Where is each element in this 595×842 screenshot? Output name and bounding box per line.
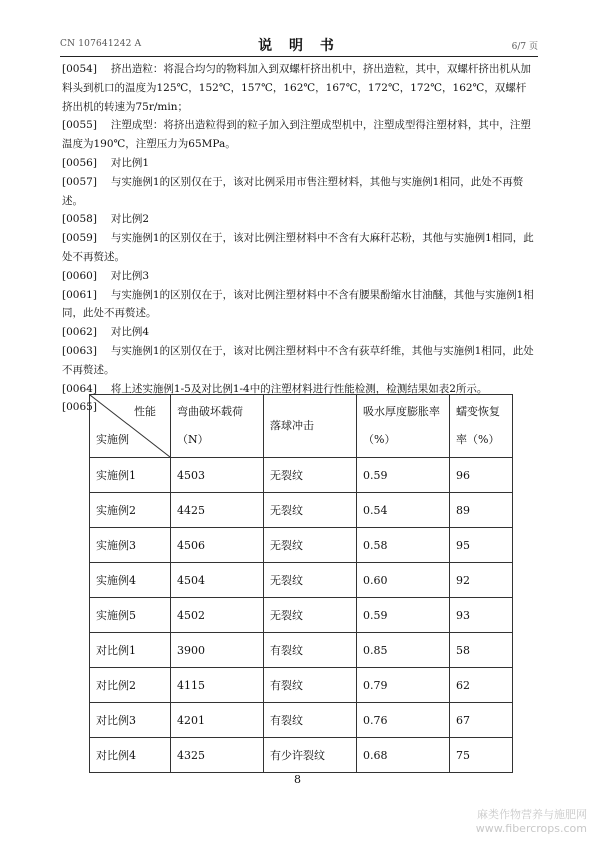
paragraph-number: [0055]	[62, 119, 97, 132]
paragraph-number: [0058]	[62, 213, 97, 226]
table-row	[90, 563, 513, 598]
table-cell: 4425	[171, 493, 264, 528]
row-label: 实施例1	[90, 458, 171, 493]
paragraph-number: [0059]	[62, 232, 97, 245]
table-cell: 有裂纹	[264, 668, 357, 703]
corner-label-bottom: 实施例	[96, 433, 129, 446]
table-cell: 4502	[171, 598, 264, 633]
row-label: 对比例3	[90, 703, 171, 738]
paragraph	[62, 173, 536, 211]
row-label: 实施例2	[90, 493, 171, 528]
watermark	[476, 808, 587, 836]
document-title: 说 明 书	[258, 38, 340, 54]
paragraph	[62, 267, 536, 286]
paragraph-text: 与实施例1的区别仅在于，该对比例注塑材料中不含有腰果酚缩水甘油醚，其他与实施例1相同，此处不再赘述。	[62, 288, 534, 320]
paragraph-number: [0065]	[62, 401, 97, 414]
table-cell: 无裂纹	[264, 528, 357, 563]
table-cell: 95	[450, 528, 513, 563]
table-row	[90, 738, 513, 773]
table-cell: 67	[450, 703, 513, 738]
table-cell: 0.60	[357, 563, 450, 598]
paragraph	[62, 229, 536, 267]
results-table	[89, 394, 513, 773]
table-row	[90, 703, 513, 738]
table-row	[90, 528, 513, 563]
paragraph-text: 对比例2	[110, 213, 150, 226]
table-row	[90, 668, 513, 703]
table-cell: 0.76	[357, 703, 450, 738]
row-label: 对比例2	[90, 668, 171, 703]
paragraph-text: 与实施例1的区别仅在于，该对比例注塑材料中不含有大麻秆芯粉，其他与实施例1相同，此处不再赘述。	[62, 232, 534, 263]
table-cell: 有少许裂纹	[264, 738, 357, 773]
page-indicator: 6/7 页	[511, 42, 538, 52]
table-cell: 96	[450, 458, 513, 493]
patent-number: CN 107641242 A	[60, 39, 142, 49]
table-row	[90, 493, 513, 528]
paragraph-number: [0062]	[62, 326, 97, 339]
paragraph-number: [0054]	[62, 63, 97, 75]
paragraph-text: 与实施例1的区别仅在于，该对比例采用市售注塑材料，其他与实施例1相同，此处不再赘述。	[62, 175, 524, 207]
paragraph	[62, 60, 536, 116]
table-row	[90, 598, 513, 633]
paragraph-text: 挤出造粒：将混合均匀的物料加入到双螺杆挤出机中，挤出造粒，其中，双螺杆挤出机从加料头到机口的温度为125℃，152℃，157℃，162℃，167℃，172℃，172℃，162℃，双螺杆挤出机的转速为75r/min；	[62, 63, 531, 113]
paragraph-text: 对比例3	[110, 269, 150, 282]
column-header: 蠕变恢复率（%）	[450, 395, 513, 458]
paragraph-number: [0060]	[62, 269, 97, 282]
corner-label-top: 性能	[134, 405, 156, 418]
table-cell: 0.59	[357, 458, 450, 493]
row-label: 实施例5	[90, 598, 171, 633]
page-header	[60, 38, 538, 54]
table-row	[90, 458, 513, 493]
paragraph-text: 对比例1	[110, 156, 150, 169]
table-cell: 58	[450, 633, 513, 668]
table-cell: 93	[450, 598, 513, 633]
watermark-url: www.fibercrops.com	[475, 822, 587, 835]
paragraph-text: 对比例4	[110, 326, 150, 339]
table-cell: 4201	[171, 703, 264, 738]
table-cell: 0.58	[357, 528, 450, 563]
column-header: 吸水厚度膨胀率（%）	[357, 395, 450, 458]
paragraph	[62, 342, 536, 380]
table-corner-cell	[90, 395, 171, 458]
paragraph-number: [0057]	[62, 175, 97, 188]
column-header: 弯曲破坏载荷（N）	[171, 395, 264, 458]
table-cell: 无裂纹	[264, 598, 357, 633]
table-cell: 无裂纹	[264, 458, 357, 493]
table-cell: 62	[450, 668, 513, 703]
table-cell: 0.54	[357, 493, 450, 528]
header-rule	[60, 56, 538, 57]
paragraph-text: 注塑成型：将挤出造粒得到的粒子加入到注塑成型机中，注塑成型得注塑材料，其中，注塑温度为190℃，注塑压力为65MPa。	[62, 119, 531, 151]
table-cell: 4503	[171, 458, 264, 493]
table-cell: 92	[450, 563, 513, 598]
paragraph	[62, 286, 536, 324]
paragraph	[62, 210, 536, 229]
row-label: 实施例3	[90, 528, 171, 563]
table-row	[90, 633, 513, 668]
diagonal-line	[90, 395, 170, 457]
table-cell: 4506	[171, 528, 264, 563]
paragraph	[62, 116, 536, 154]
paragraph-number: [0064]	[62, 382, 97, 395]
table-cell: 有裂纹	[264, 633, 357, 668]
paragraph-number: [0063]	[62, 344, 97, 357]
page-number: 8	[294, 773, 301, 786]
table-cell: 0.79	[357, 668, 450, 703]
table-cell: 无裂纹	[264, 563, 357, 598]
table-cell: 4115	[171, 668, 264, 703]
description-body	[62, 60, 536, 417]
paragraph-number: [0056]	[62, 156, 97, 169]
paragraph	[62, 323, 536, 342]
table-cell: 0.68	[357, 738, 450, 773]
table-cell: 0.59	[357, 598, 450, 633]
table-cell: 89	[450, 493, 513, 528]
table-cell: 4325	[171, 738, 264, 773]
table-cell: 3900	[171, 633, 264, 668]
paragraph-number: [0061]	[62, 288, 97, 301]
paragraph-text: 将上述实施例1-5及对比例1-4中的注塑材料进行性能检测，检测结果如表2所示。	[110, 382, 488, 395]
table-cell: 有裂纹	[264, 703, 357, 738]
watermark-site-name: 麻类作物营养与施肥网	[477, 808, 587, 821]
table-cell: 无裂纹	[264, 493, 357, 528]
row-label: 实施例4	[90, 563, 171, 598]
row-label: 对比例4	[90, 738, 171, 773]
column-header: 落球冲击	[264, 395, 357, 458]
row-label: 对比例1	[90, 633, 171, 668]
table-cell: 75	[450, 738, 513, 773]
paragraph-text: 与实施例1的区别仅在于，该对比例注塑材料中不含有荻草纤维，其他与实施例1相同，此处不再赘述。	[62, 344, 534, 376]
table-cell: 0.85	[357, 633, 450, 668]
table-cell: 4504	[171, 563, 264, 598]
paragraph	[62, 154, 536, 173]
